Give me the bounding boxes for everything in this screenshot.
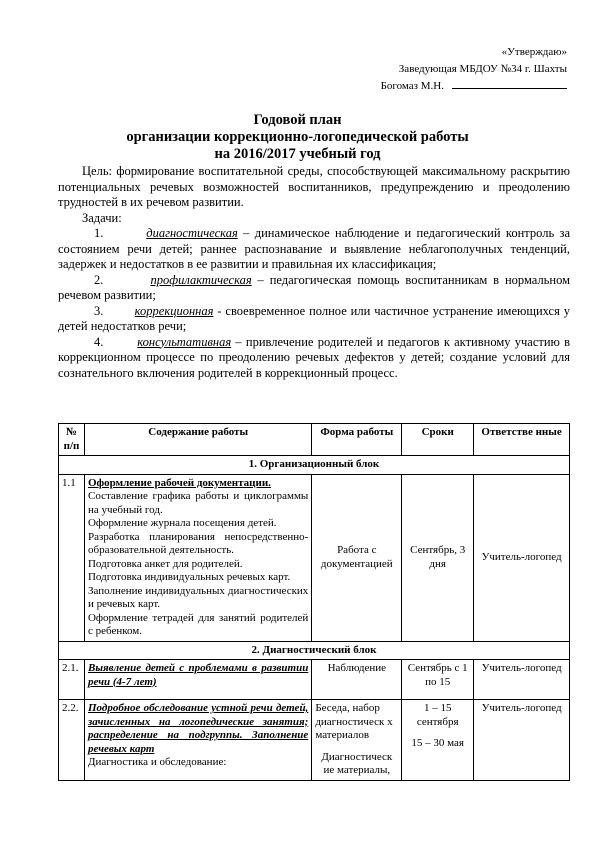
table-row [59, 660, 570, 700]
task-number: 2. [94, 272, 104, 287]
list-item: Составление графика работы и циклограммы на учебный год. [87, 490, 309, 516]
task-term: коррекционная [134, 303, 214, 318]
terms-line-2: 15 – 30 мая [411, 737, 464, 749]
signature-line [452, 78, 567, 89]
task-text: - своевременное полное или частичное устранение имеющихся у детей недостатков речи; [58, 303, 571, 333]
cell-responsible: Учитель-логопед [474, 660, 570, 700]
header-terms: Сроки [402, 424, 474, 456]
approval-line-1: «Утверждаю» [501, 46, 567, 58]
header-content: Содержание работы [84, 424, 311, 456]
title-line-2: организации коррекционно-логопедической работы [126, 129, 469, 145]
plan-table [58, 423, 570, 781]
cell-form: Наблюдение [312, 660, 402, 700]
cell-responsible: Учитель-логопед [474, 474, 570, 641]
task-text: – педагогическая помощь воспитанникам в нормальном речевом развитии; [58, 272, 570, 302]
spacer [88, 689, 308, 697]
terms-line-1: 1 – 15 сентября [416, 702, 459, 728]
task-item [58, 304, 570, 335]
document-body [58, 164, 570, 381]
header-responsible: Ответстве нные [474, 424, 570, 456]
approval-line-3: Богомаз М.Н. [380, 80, 444, 92]
list-item: Заполнение индивидуальных диагностических и речевых карт. [87, 584, 309, 610]
section-row [59, 641, 570, 660]
cell-content [84, 474, 311, 641]
task-term: консультативная [137, 334, 232, 349]
task-term: профилактическая [150, 272, 252, 287]
header-form: Форма работы [312, 424, 402, 456]
table-row [59, 700, 570, 781]
task-text: – привлечение родителей и педагогов к активному участию в коррекционном процессе по преодолению речевых дефектов у детей; создание условий для сознательного включения родителей в коррекционный процесс. [58, 334, 571, 380]
task-number: 3. [94, 303, 104, 318]
spacer [405, 729, 470, 737]
task-item [58, 273, 570, 304]
title-line-1: Годовой план [253, 112, 342, 128]
goal-label: Цель: [82, 164, 112, 178]
approval-line-3-wrap [381, 78, 567, 95]
form-line-1: Беседа, набор диагностическ х материалов [315, 702, 393, 741]
task-item [58, 226, 570, 273]
cell-terms: Сентябрь с 1 по 15 [402, 660, 474, 700]
cell-responsible: Учитель-логопед [474, 700, 570, 781]
row-content: Подробное обследование устной речи детей, зачисленных на логопедические занятия; распределение на подгруппы. Заполнение речевых карт [87, 702, 309, 755]
list-item: Разработка планирования непосредственно-образовательной деятельность. [87, 530, 309, 556]
cell-num: 2.2. [59, 700, 85, 781]
cell-content [84, 660, 311, 700]
list-item: Оформление журнала посещения детей. [87, 517, 277, 529]
goal-paragraph [58, 164, 570, 211]
cell-terms: Сентябрь, 3 дня [402, 474, 474, 641]
cell-form: Работа с документацией [312, 474, 402, 641]
cell-content [84, 700, 311, 781]
goal-text: формирование воспитательной среды, способствующей максимальному раскрытию потенциальных речевых возможностей воспитанников, предупреждению и преодолению трудностей в их речевом развитии. [58, 164, 570, 209]
section-row [59, 456, 570, 475]
cell-terms [402, 700, 474, 781]
document-title [0, 112, 595, 163]
list-item: Оформление тетрадей для занятий родителей с ребенком. [87, 611, 309, 637]
form-line-2: Диагностическ ие материалы, [321, 750, 393, 776]
list-item: Подготовка индивидуальных речевых карт. [87, 571, 291, 583]
task-number: 4. [94, 334, 104, 349]
list-item: Подготовка анкет для родителей. [87, 557, 243, 570]
approval-line-2: Заведующая МБДОУ №34 г. Шахты [398, 63, 567, 75]
tasks-label: Задачи: [82, 210, 122, 225]
spacer [315, 743, 398, 751]
task-term: диагностическая [146, 226, 238, 240]
section-diagnostic: 2. Диагностический блок [59, 641, 570, 660]
header-num: № п/п [59, 424, 85, 456]
row-content-2: Диагностика и обследование: [87, 756, 227, 768]
cell-num: 2.1. [59, 660, 85, 700]
title-line-3: на 2016/2017 учебный год [214, 146, 381, 162]
task-number: 1. [94, 226, 104, 240]
task-item [58, 335, 570, 382]
cell-form [312, 700, 402, 781]
row-title: Оформление рабочей документации. [87, 476, 271, 489]
table-row [59, 474, 570, 641]
section-organizational: 1. Организационный блок [59, 456, 570, 475]
task-text: – динамическое наблюдение и педагогический контроль за состоянием речи детей; раннее распознавание и выявление неблагополучных тенденций, задержек и недостатков в ее развитии и правильная их классификация; [58, 226, 571, 271]
cell-num: 1.1 [59, 474, 85, 641]
approval-block [381, 44, 567, 95]
table-header-row [59, 424, 570, 456]
row-content: Выявление детей с проблемами в развитии речи (4-7 лет) [87, 662, 309, 688]
